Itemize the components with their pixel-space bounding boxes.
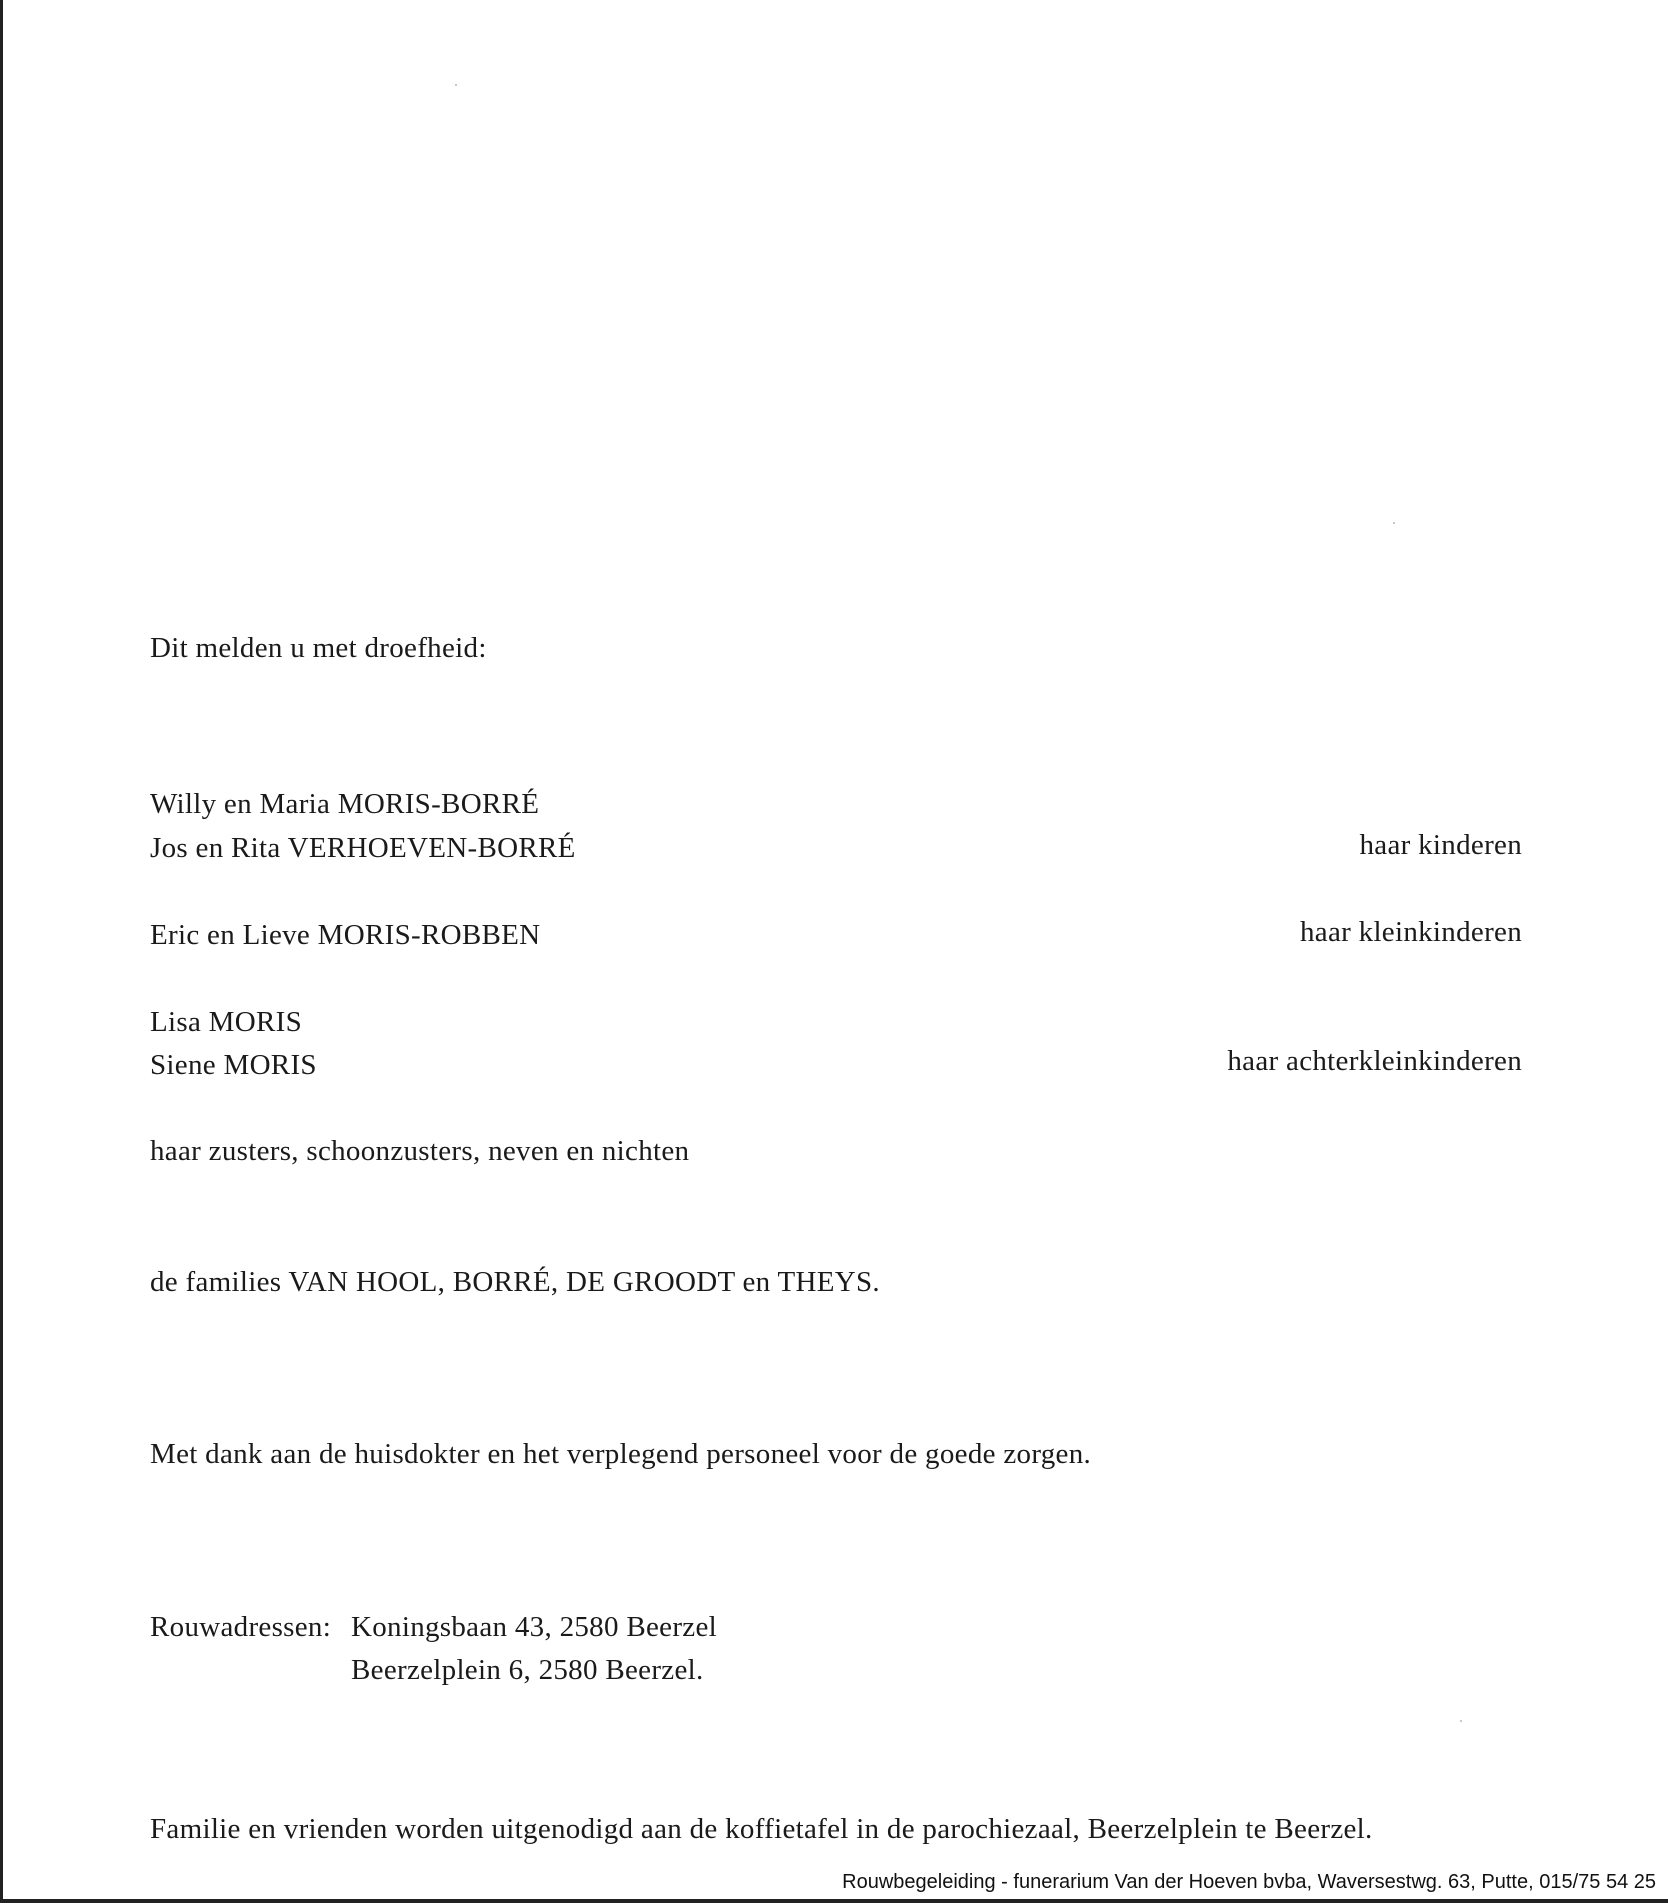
other-relatives-line: haar zusters, schoonzusters, neven en nichten [150,1135,690,1167]
address-line-1: Koningsbaan 43, 2580 Beerzel [351,1611,717,1643]
scan-edge-bottom [0,1899,1668,1903]
great-grandchildren-name-2: Siene MORIS [150,1049,317,1081]
scan-speck [455,84,457,86]
grandchildren-relation: haar kleinkinderen [1300,916,1522,948]
great-grandchildren-name-1: Lisa MORIS [150,1006,303,1038]
families-line: de families VAN HOOL, BORRÉ, DE GROODT en THEYS. [150,1266,880,1298]
children-name-1: Willy en Maria MORIS-BORRÉ [150,788,540,820]
scan-speck [1460,1720,1462,1722]
address-line-2: Beerzelplein 6, 2580 Beerzel. [351,1654,704,1686]
scan-speck [1393,522,1395,524]
intro-line: Dit melden u met droefheid: [150,632,487,664]
funeral-home-footer: Rouwbegeleiding - funerarium Van der Hoeven bvba, Waversestwg. 63, Putte, 015/75 54 25 [842,1871,1656,1893]
grandchildren-name-1: Eric en Lieve MORIS-ROBBEN [150,919,541,951]
scan-edge-left [0,0,3,1903]
children-relation: haar kinderen [1359,829,1522,861]
thanks-line: Met dank aan de huisdokter en het verplegend personeel voor de goede zorgen. [150,1438,1092,1470]
invitation-line: Familie en vrienden worden uitgenodigd aan de koffietafel in de parochiezaal, Beerzelplein te Beerzel. [150,1813,1373,1845]
great-grandchildren-relation: haar achterkleinkinderen [1227,1045,1522,1077]
children-name-2: Jos en Rita VERHOEVEN-BORRÉ [150,832,576,864]
addresses-label: Rouwadressen: [150,1611,332,1643]
